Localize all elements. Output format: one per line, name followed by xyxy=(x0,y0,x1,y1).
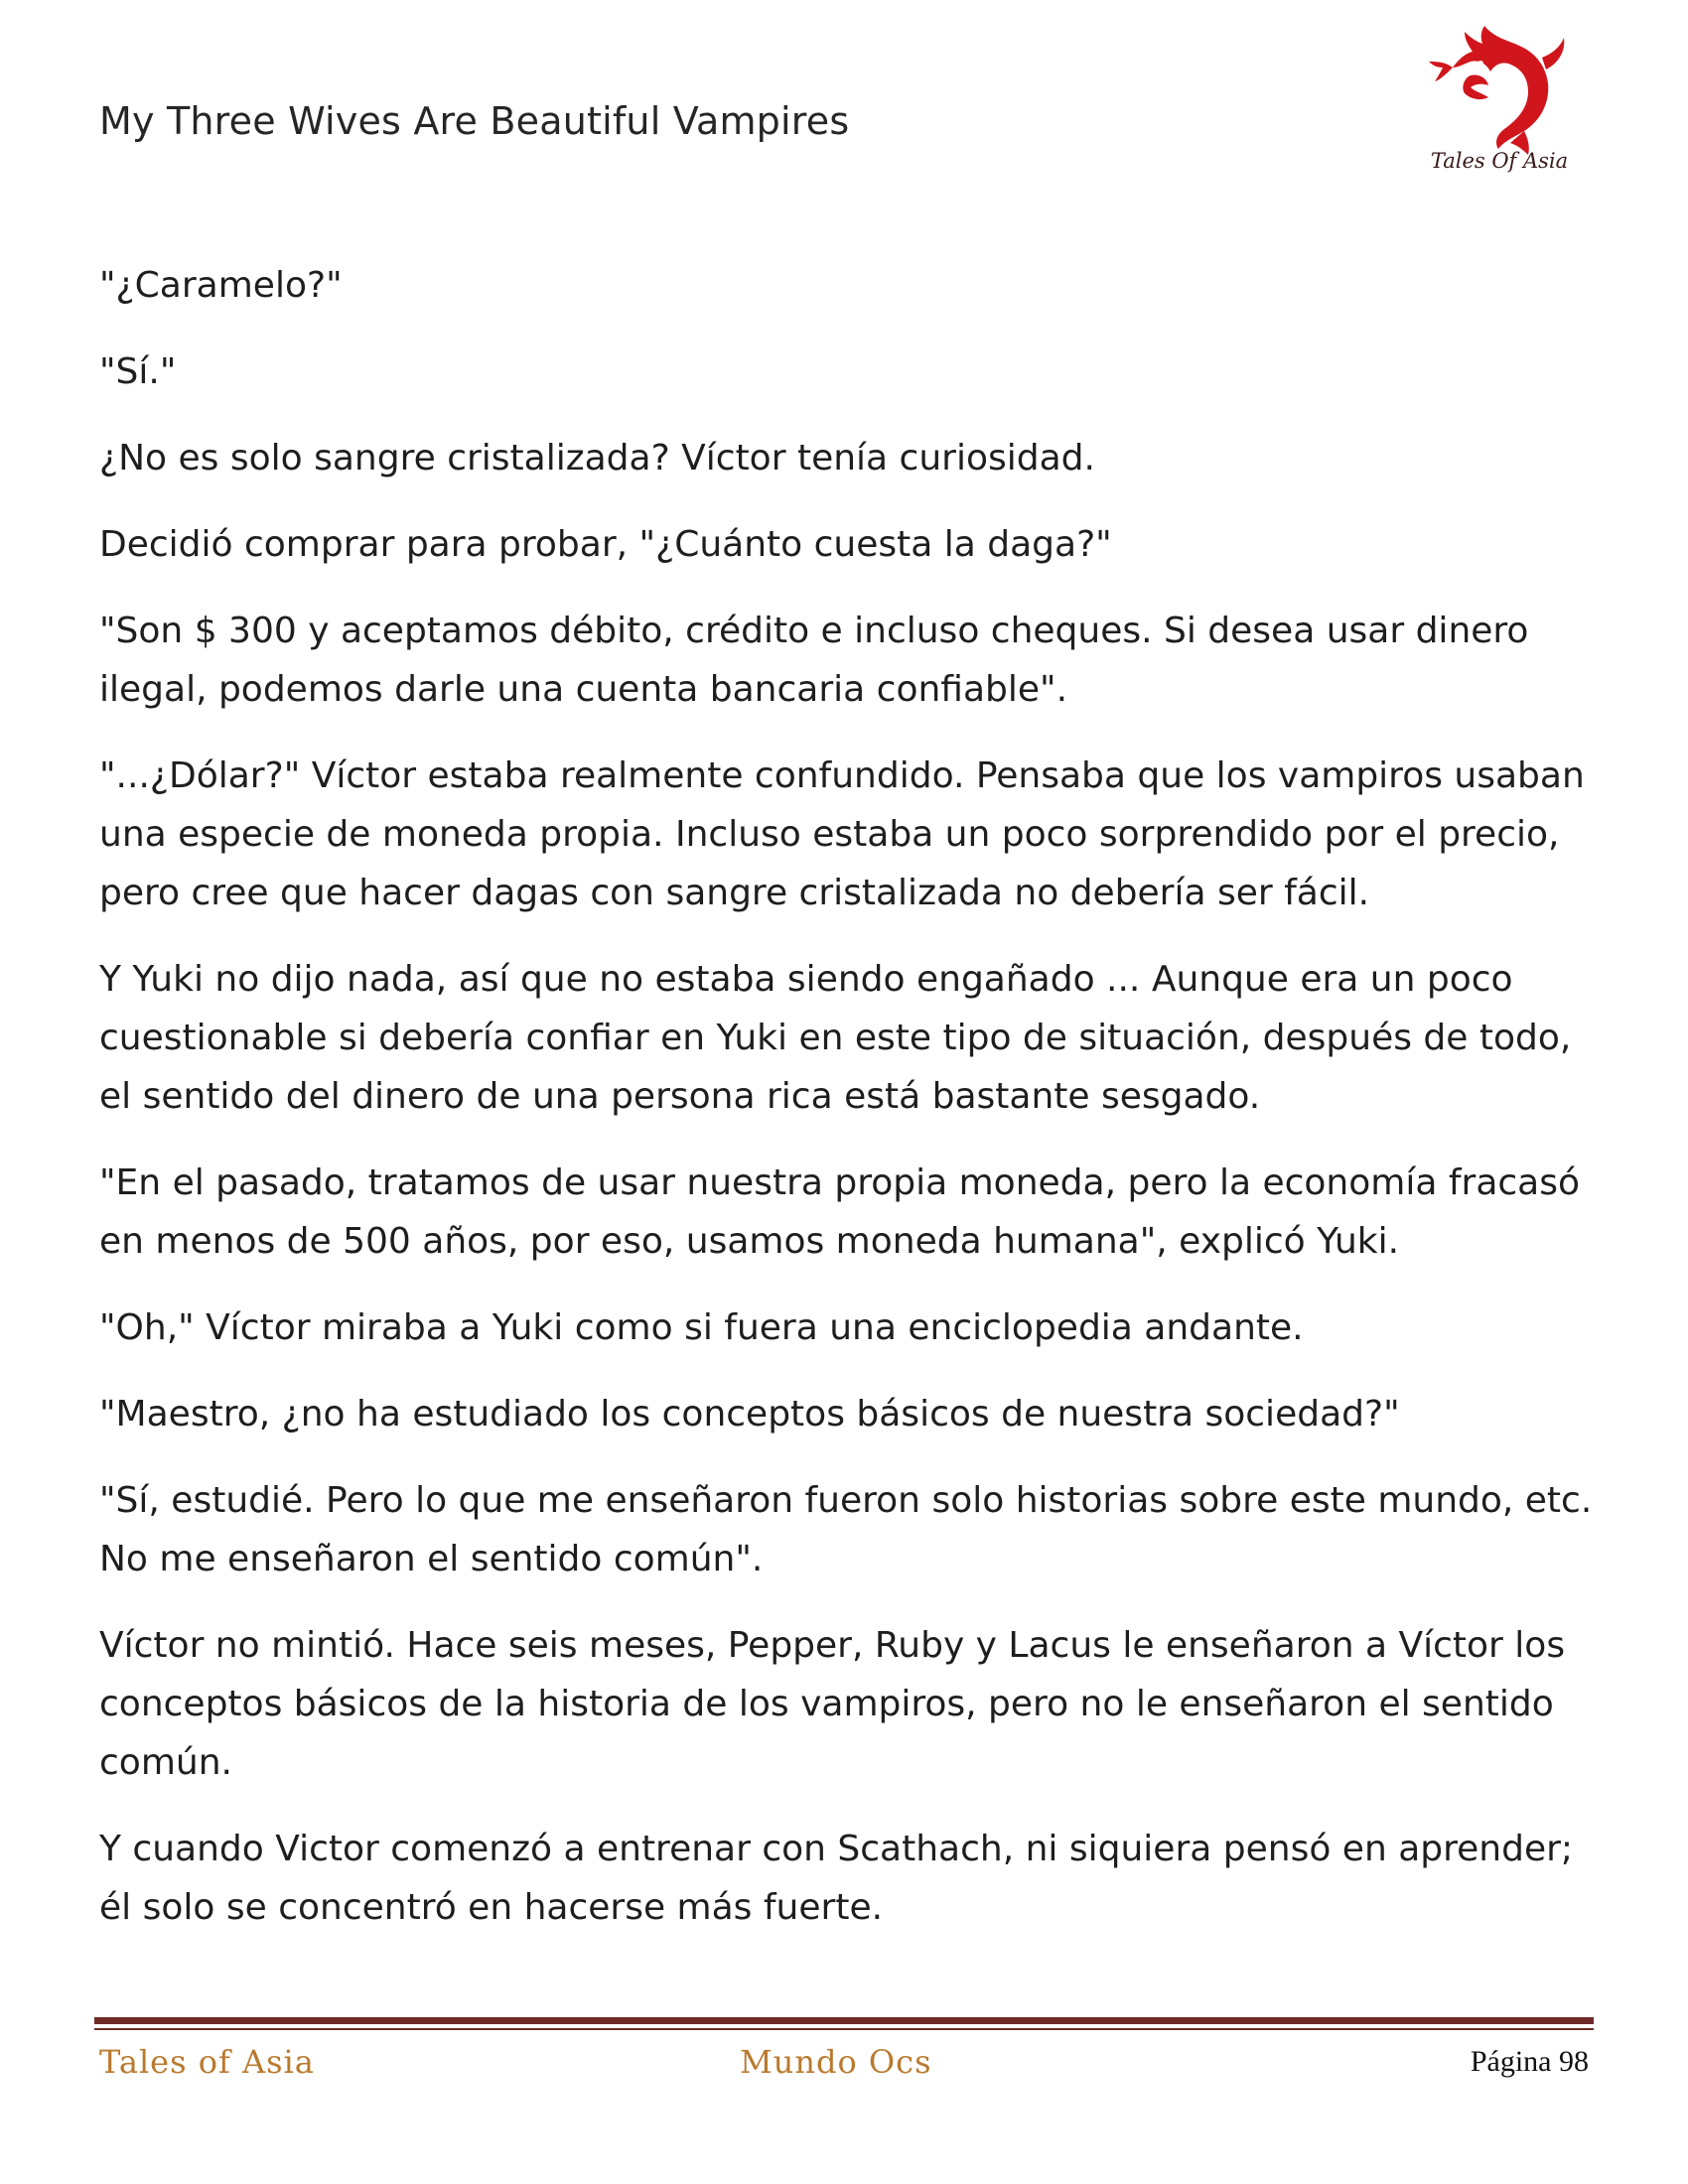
footer-divider-thin xyxy=(94,2028,1594,2030)
paragraph: Víctor no mintió. Hace seis meses, Pepper, Ruby y Lacus le enseñaron a Víctor los conceptos básicos de la historia de los vampiros, pero no le enseñaron el sentido común. xyxy=(99,1625,1566,1783)
paragraph: "Oh," Víctor miraba a Yuki como si fuera una enciclopedia andante. xyxy=(99,1307,1304,1348)
paragraph: Y cuando Victor comenzó a entrenar con Scathach, ni siquiera pensó en aprender; él solo se concentró en hacerse más fuerte. xyxy=(99,1829,1574,1928)
document-title: My Three Wives Are Beautiful Vampires xyxy=(99,99,850,143)
footer-publisher: Tales of Asia xyxy=(99,2043,315,2081)
paragraph: "En el pasado, tratamos de usar nuestra propia moneda, pero la economía fracasó en menos de 500 años, por eso, usamos moneda humana", explicó Yuki. xyxy=(99,1162,1581,1262)
chapter-body xyxy=(99,256,1599,1965)
footer-site: Mundo Ocs xyxy=(740,2043,932,2081)
paragraph: "Sí, estudié. Pero lo que me enseñaron fueron solo historias sobre este mundo, etc. No me enseñaron el sentido común". xyxy=(99,1480,1593,1579)
paragraph: "Maestro, ¿no ha estudiado los conceptos básicos de nuestra sociedad?" xyxy=(99,1394,1400,1434)
paragraph: Y Yuki no dijo nada, así que no estaba siendo engañado ... Aunque era un poco cuestionable si debería confiar en Yuki en este tipo de situación, después de todo, el sentido del dinero de una persona rica está bastante sesgado. xyxy=(99,959,1572,1117)
paragraph: "Sí." xyxy=(99,351,177,392)
footer-divider xyxy=(94,2017,1594,2024)
logo-text: Tales Of Asia xyxy=(1430,149,1569,173)
paragraph: Decidió comprar para probar, "¿Cuánto cuesta la daga?" xyxy=(99,524,1112,565)
paragraph: "¿Caramelo?" xyxy=(99,265,343,306)
page-number: Página 98 xyxy=(1470,2045,1589,2078)
paragraph: ¿No es solo sangre cristalizada? Víctor tenía curiosidad. xyxy=(99,438,1095,478)
paragraph: "Son $ 300 y aceptamos débito, crédito e incluso cheques. Si desea usar dinero ilegal, podemos darle una cuenta bancaria confiable". xyxy=(99,611,1529,710)
paragraph: "...¿Dólar?" Víctor estaba realmente confundido. Pensaba que los vampiros usaban una especie de moneda propia. Incluso estaba un poco sorprendido por el precio, pero cree que hacer dagas con sangre cristalizada no debería ser fácil. xyxy=(99,755,1585,913)
